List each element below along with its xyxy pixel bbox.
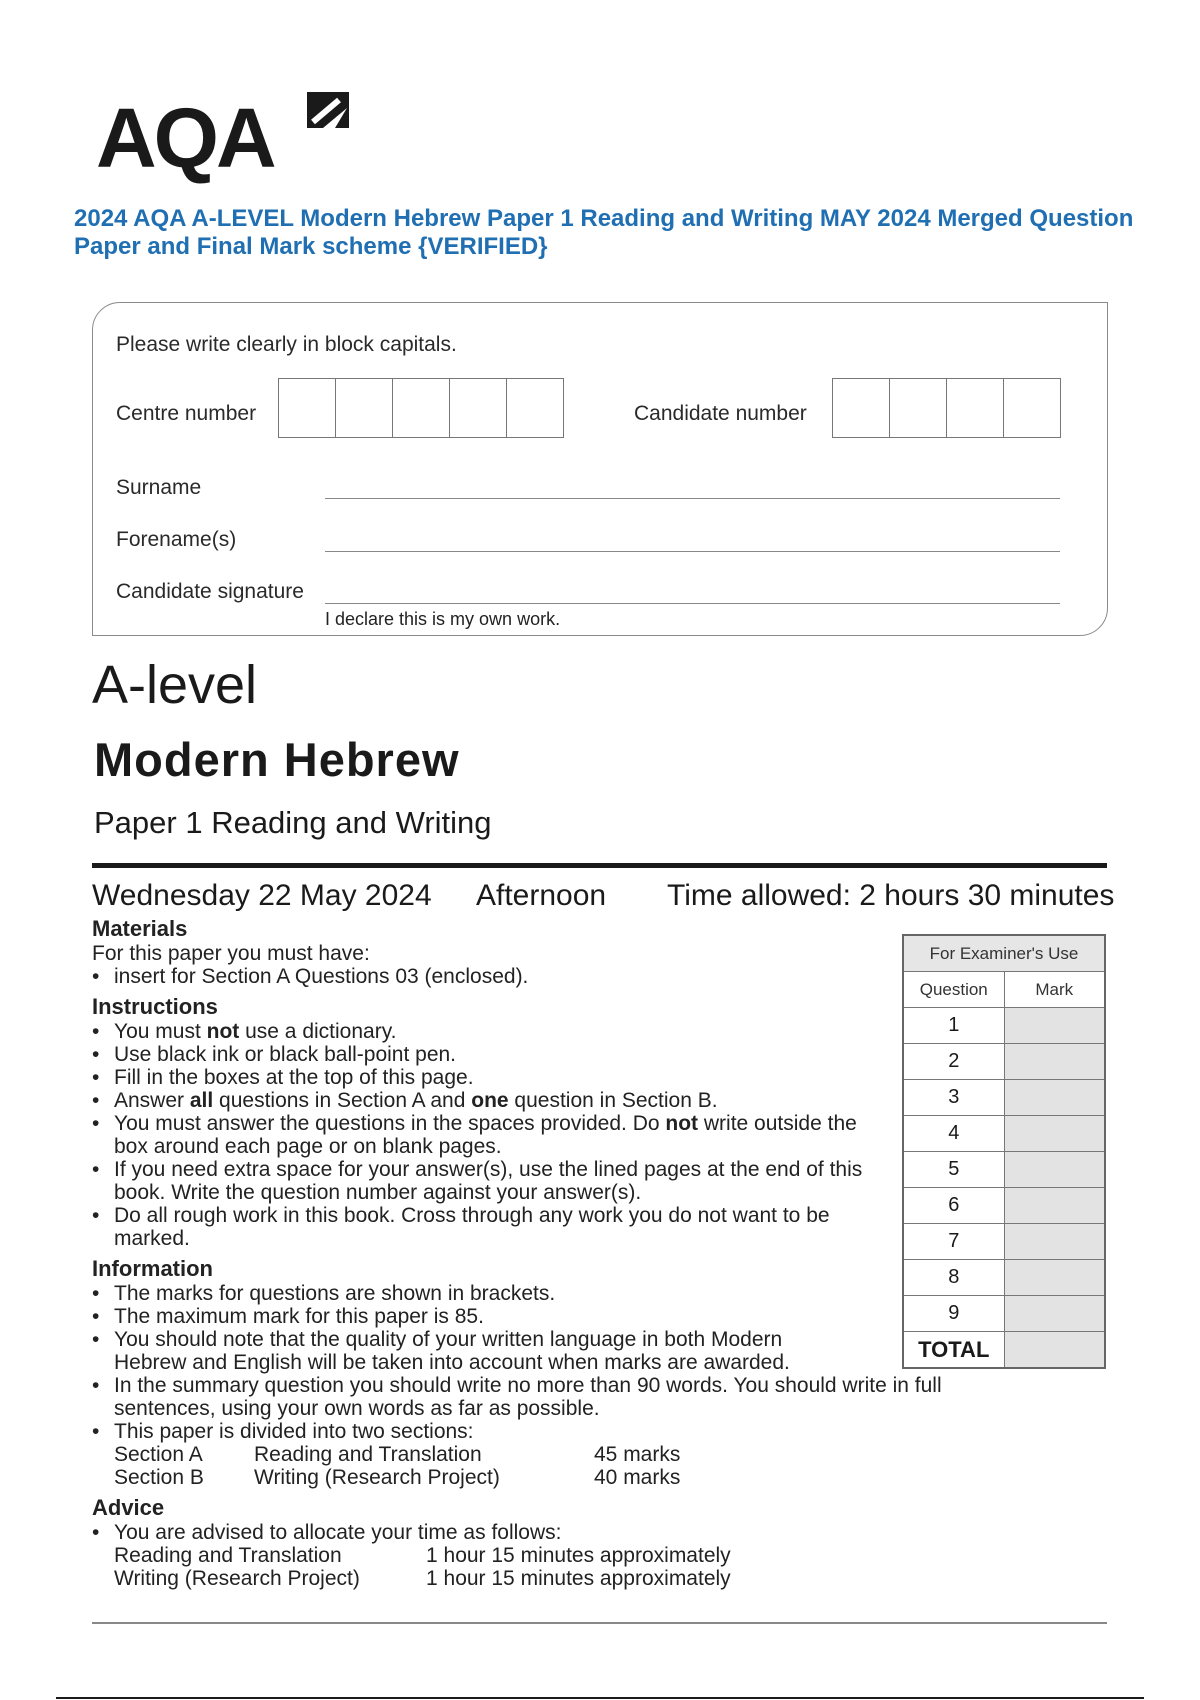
signature-label: Candidate signature (116, 580, 304, 603)
candidate-digit-box[interactable] (890, 379, 947, 437)
information-heading: Information (92, 1256, 213, 1281)
total-mark-cell[interactable] (1004, 1332, 1105, 1369)
paper-title: Paper 1 Reading and Writing (94, 805, 492, 840)
instruction-item: • Fill in the boxes at the top of this page. (92, 1066, 992, 1089)
aqa-tick-icon (301, 88, 353, 140)
instruction-item: • Answer all questions in Section A and one question in Section B. (92, 1089, 992, 1112)
instruction-item: • You must not use a dictionary. (92, 1020, 992, 1043)
footer-rule (92, 1622, 1107, 1624)
information-item: • The maximum mark for this paper is 85. (92, 1305, 992, 1328)
question-number: 4 (903, 1116, 1004, 1152)
surname-line[interactable] (325, 498, 1060, 499)
information-item: • In the summary question you should write no more than 90 words. You should write in full sentences, using your own words as far as possible. (92, 1374, 1014, 1420)
section-row: Section A Reading and Translation 45 marks (114, 1443, 681, 1466)
time-allowed: Time allowed: 2 hours 30 minutes (667, 879, 1115, 912)
question-number: 9 (903, 1296, 1004, 1332)
instruction-item: • If you need extra space for your answer(s), use the lined pages at the end of this book. Write the question number against your answer(s). (92, 1158, 894, 1204)
mark-cell[interactable] (1004, 1296, 1105, 1332)
mark-cell[interactable] (1004, 1224, 1105, 1260)
candidate-digit-box[interactable] (1004, 379, 1060, 437)
materials-item: • insert for Section A Questions 03 (enclosed). (92, 965, 992, 988)
centre-digit-box[interactable] (450, 379, 507, 437)
centre-number-label: Centre number (116, 402, 257, 425)
instruction-item: • You must answer the questions in the spaces provided. Do not write outside the box around each page or on blank pages. (92, 1112, 894, 1158)
mark-cell[interactable] (1004, 1116, 1105, 1152)
mark-cell[interactable] (1004, 1044, 1105, 1080)
candidate-number-label: Candidate number (634, 402, 807, 425)
centre-digit-box[interactable] (336, 379, 393, 437)
question-number: 2 (903, 1044, 1004, 1080)
information-item: • You should note that the quality of your written language in both Modern Hebrew and English will be taken into account when marks are awarded. (92, 1328, 844, 1374)
materials-heading: Materials (92, 916, 188, 941)
signature-line[interactable] (325, 603, 1060, 604)
question-number: 8 (903, 1260, 1004, 1296)
instructions-heading: Instructions (92, 994, 218, 1019)
candidate-digit-box[interactable] (833, 379, 890, 437)
logo-text: AQA (96, 91, 274, 185)
surname-label: Surname (116, 476, 202, 499)
exam-session: Afternoon (476, 879, 607, 912)
centre-digit-box[interactable] (507, 379, 563, 437)
mark-cell[interactable] (1004, 1188, 1105, 1224)
information-item: • The marks for questions are shown in brackets. (92, 1282, 992, 1305)
instruction-item: • Use black ink or black ball-point pen. (92, 1043, 992, 1066)
centre-digit-box[interactable] (279, 379, 336, 437)
mark-cell[interactable] (1004, 1152, 1105, 1188)
question-number: 6 (903, 1188, 1004, 1224)
candidate-digit-box[interactable] (947, 379, 1004, 437)
candidate-number-boxes[interactable] (832, 378, 1061, 438)
total-label: TOTAL (903, 1332, 1004, 1369)
question-number: 5 (903, 1152, 1004, 1188)
examiner-use-table (902, 934, 1106, 1369)
question-column-header: Question (903, 972, 1004, 1008)
forenames-label: Forename(s) (116, 528, 237, 551)
mark-cell[interactable] (1004, 1260, 1105, 1296)
document-title: 2024 AQA A-LEVEL Modern Hebrew Paper 1 Reading and Writing MAY 2024 Merged Question Paper and Final Mark scheme {VERIFIED} (74, 205, 1134, 260)
advice-heading: Advice (92, 1495, 165, 1520)
heading-rule (92, 863, 1107, 868)
declaration-text: I declare this is my own work. (325, 609, 561, 629)
front-page-instructions (92, 916, 992, 1590)
mark-cell[interactable] (1004, 1080, 1105, 1116)
question-number: 7 (903, 1224, 1004, 1260)
mark-column-header: Mark (1004, 972, 1105, 1008)
page-bottom-rule (56, 1697, 1144, 1699)
time-allocation-row: Writing (Research Project) 1 hour 15 minutes approximately (114, 1567, 731, 1590)
block-capitals-instruction: Please write clearly in block capitals. (116, 333, 457, 356)
forenames-line[interactable] (325, 551, 1060, 552)
aqa-logo (96, 88, 366, 188)
exam-date: Wednesday 22 May 2024 (92, 879, 432, 912)
centre-number-boxes[interactable] (278, 378, 564, 438)
question-number: 1 (903, 1008, 1004, 1044)
centre-digit-box[interactable] (393, 379, 450, 437)
question-number: 3 (903, 1080, 1004, 1116)
materials-intro: For this paper you must have: (92, 942, 370, 965)
advice-item: • You are advised to allocate your time as follows: (92, 1521, 992, 1544)
instruction-item: • Do all rough work in this book. Cross through any work you do not want to be marked. (92, 1204, 834, 1250)
subject-title: Modern Hebrew (94, 733, 460, 786)
time-allocation-row: Reading and Translation 1 hour 15 minutes approximately (114, 1544, 731, 1567)
mark-cell[interactable] (1004, 1008, 1105, 1044)
information-item: • This paper is divided into two sections: (92, 1420, 992, 1443)
examiner-use-heading: For Examiner's Use (903, 935, 1105, 972)
section-row: Section B Writing (Research Project) 40 marks (114, 1466, 681, 1489)
qualification-title: A-level (92, 655, 258, 715)
